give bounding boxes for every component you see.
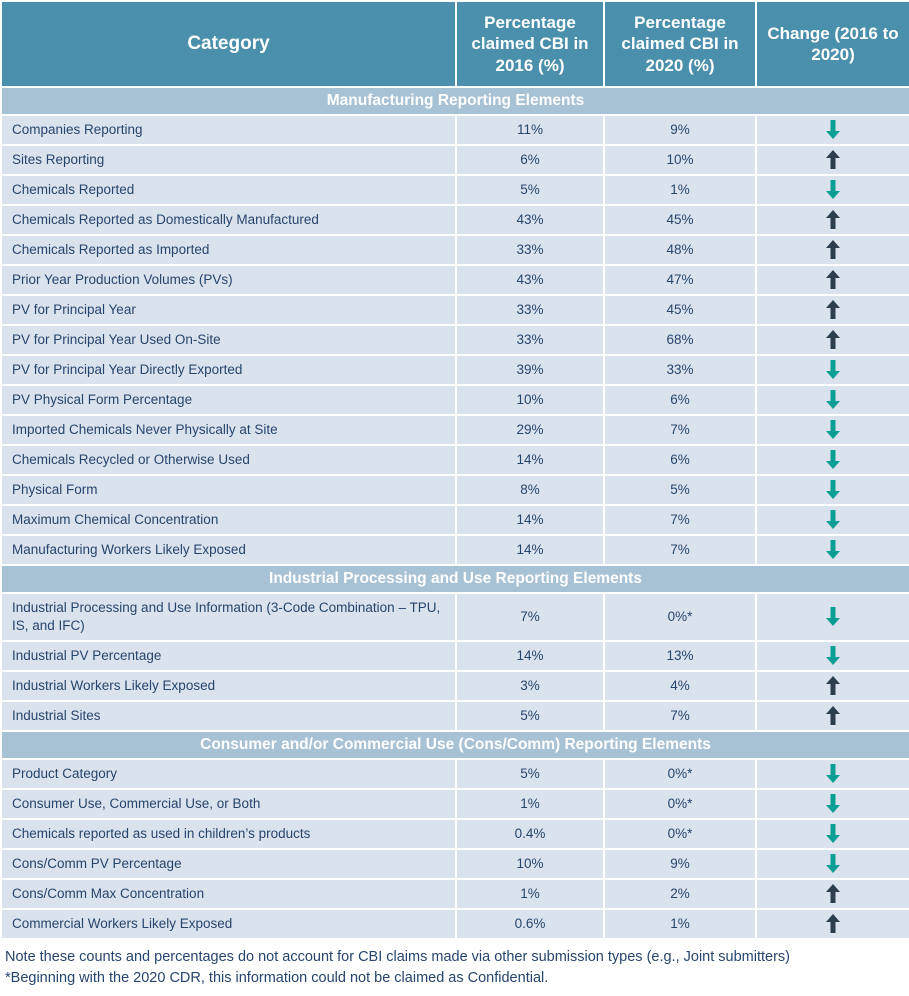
category-cell: Industrial Processing and Use Information (3-Code Combination – TPU, IS, and IFC) — [1, 593, 456, 641]
table-row — [1, 235, 909, 265]
pct-2016-cell: 29% — [456, 415, 604, 445]
pct-2020-cell: 1% — [604, 175, 756, 205]
category-cell: PV Physical Form Percentage — [1, 385, 456, 415]
col-header-category: Category — [1, 1, 456, 87]
section-header-manufacturing — [1, 87, 909, 115]
section-manufacturing — [1, 87, 909, 565]
change-cell — [756, 641, 909, 671]
change-cell — [756, 819, 909, 849]
pct-2016-cell: 33% — [456, 295, 604, 325]
pct-2020-cell: 0%* — [604, 819, 756, 849]
pct-2016-cell: 6% — [456, 145, 604, 175]
footnote-asterisk: *Beginning with the 2020 CDR, this information could not be claimed as Confidential. — [5, 969, 549, 986]
category-cell: Maximum Chemical Concentration — [1, 505, 456, 535]
table-row — [1, 355, 909, 385]
category-cell: Chemicals Recycled or Otherwise Used — [1, 445, 456, 475]
pct-2020-cell: 45% — [604, 295, 756, 325]
table-row — [1, 879, 909, 909]
table-row — [1, 115, 909, 145]
table-row — [1, 593, 909, 641]
pct-2020-cell: 6% — [604, 385, 756, 415]
category-cell: Cons/Comm PV Percentage — [1, 849, 456, 879]
col-header-pct-2020: Percentage claimed CBI in 2020 (%) — [604, 1, 756, 87]
pct-2020-cell: 33% — [604, 355, 756, 385]
pct-2016-cell: 11% — [456, 115, 604, 145]
table-row — [1, 641, 909, 671]
table-row — [1, 265, 909, 295]
up-arrow-icon — [826, 914, 840, 933]
table-row — [1, 505, 909, 535]
section-title: Manufacturing Reporting Elements — [1, 87, 909, 115]
footnote-submission-types: Note these counts and percentages do not account for CBI claims made via other submission types (e.g., Joint submitters) — [5, 948, 791, 965]
table-row — [1, 295, 909, 325]
table-row — [1, 445, 909, 475]
table-row — [1, 759, 909, 789]
change-cell — [756, 909, 909, 939]
pct-2020-cell: 45% — [604, 205, 756, 235]
down-arrow-icon — [826, 450, 840, 469]
up-arrow-icon — [826, 270, 840, 289]
up-arrow-icon — [826, 150, 840, 169]
down-arrow-icon — [826, 764, 840, 783]
footnotes — [0, 940, 909, 989]
pct-2020-cell: 7% — [604, 505, 756, 535]
pct-2020-cell: 10% — [604, 145, 756, 175]
category-cell: Chemicals Reported as Domestically Manufactured — [1, 205, 456, 235]
pct-2020-cell: 2% — [604, 879, 756, 909]
pct-2016-cell: 14% — [456, 505, 604, 535]
change-cell — [756, 759, 909, 789]
down-arrow-icon — [826, 646, 840, 665]
down-arrow-icon — [826, 180, 840, 199]
pct-2016-cell: 3% — [456, 671, 604, 701]
pct-2016-cell: 1% — [456, 879, 604, 909]
table-row — [1, 415, 909, 445]
pct-2020-cell: 0%* — [604, 789, 756, 819]
down-arrow-icon — [826, 390, 840, 409]
up-arrow-icon — [826, 676, 840, 695]
change-cell — [756, 505, 909, 535]
table-row — [1, 819, 909, 849]
change-cell — [756, 385, 909, 415]
down-arrow-icon — [826, 540, 840, 559]
section-header-consumer-commercial — [1, 731, 909, 759]
category-cell: Prior Year Production Volumes (PVs) — [1, 265, 456, 295]
section-title: Industrial Processing and Use Reporting Elements — [1, 565, 909, 593]
pct-2020-cell: 6% — [604, 445, 756, 475]
change-cell — [756, 145, 909, 175]
change-cell — [756, 175, 909, 205]
pct-2016-cell: 43% — [456, 205, 604, 235]
section-title: Consumer and/or Commercial Use (Cons/Comm) Reporting Elements — [1, 731, 909, 759]
pct-2016-cell: 7% — [456, 593, 604, 641]
change-cell — [756, 205, 909, 235]
down-arrow-icon — [826, 607, 840, 626]
down-arrow-icon — [826, 854, 840, 873]
up-arrow-icon — [826, 240, 840, 259]
section-consumer-commercial — [1, 731, 909, 939]
col-header-pct-2016: Percentage claimed CBI in 2016 (%) — [456, 1, 604, 87]
table-row — [1, 205, 909, 235]
change-cell — [756, 475, 909, 505]
category-cell: Industrial Sites — [1, 701, 456, 731]
pct-2020-cell: 7% — [604, 535, 756, 565]
pct-2016-cell: 5% — [456, 759, 604, 789]
down-arrow-icon — [826, 794, 840, 813]
pct-2016-cell: 8% — [456, 475, 604, 505]
category-cell: Chemicals Reported — [1, 175, 456, 205]
category-cell: Product Category — [1, 759, 456, 789]
pct-2020-cell: 47% — [604, 265, 756, 295]
pct-2020-cell: 48% — [604, 235, 756, 265]
change-cell — [756, 849, 909, 879]
category-cell: Industrial PV Percentage — [1, 641, 456, 671]
table-row — [1, 789, 909, 819]
pct-2020-cell: 4% — [604, 671, 756, 701]
table-row — [1, 325, 909, 355]
change-cell — [756, 593, 909, 641]
change-cell — [756, 235, 909, 265]
pct-2020-cell: 0%* — [604, 593, 756, 641]
pct-2016-cell: 14% — [456, 445, 604, 475]
down-arrow-icon — [826, 510, 840, 529]
category-cell: Consumer Use, Commercial Use, or Both — [1, 789, 456, 819]
table-row — [1, 671, 909, 701]
table-row — [1, 385, 909, 415]
up-arrow-icon — [826, 706, 840, 725]
category-cell: Industrial Workers Likely Exposed — [1, 671, 456, 701]
pct-2020-cell: 13% — [604, 641, 756, 671]
table-row — [1, 535, 909, 565]
up-arrow-icon — [826, 210, 840, 229]
pct-2016-cell: 14% — [456, 535, 604, 565]
change-cell — [756, 789, 909, 819]
change-cell — [756, 115, 909, 145]
change-cell — [756, 701, 909, 731]
header-row — [1, 1, 909, 87]
change-cell — [756, 535, 909, 565]
table-row — [1, 175, 909, 205]
down-arrow-icon — [826, 824, 840, 843]
table-row — [1, 475, 909, 505]
category-cell: Manufacturing Workers Likely Exposed — [1, 535, 456, 565]
pct-2016-cell: 1% — [456, 789, 604, 819]
category-cell: Physical Form — [1, 475, 456, 505]
pct-2016-cell: 39% — [456, 355, 604, 385]
pct-2020-cell: 68% — [604, 325, 756, 355]
pct-2016-cell: 14% — [456, 641, 604, 671]
section-header-industrial — [1, 565, 909, 593]
pct-2020-cell: 5% — [604, 475, 756, 505]
down-arrow-icon — [826, 120, 840, 139]
change-cell — [756, 295, 909, 325]
pct-2016-cell: 33% — [456, 325, 604, 355]
change-cell — [756, 445, 909, 475]
category-cell: Sites Reporting — [1, 145, 456, 175]
down-arrow-icon — [826, 480, 840, 499]
change-cell — [756, 355, 909, 385]
up-arrow-icon — [826, 884, 840, 903]
section-industrial — [1, 565, 909, 731]
table-row — [1, 909, 909, 939]
change-cell — [756, 325, 909, 355]
change-cell — [756, 415, 909, 445]
pct-2016-cell: 0.4% — [456, 819, 604, 849]
category-cell: Commercial Workers Likely Exposed — [1, 909, 456, 939]
pct-2020-cell: 1% — [604, 909, 756, 939]
change-cell — [756, 265, 909, 295]
down-arrow-icon — [826, 420, 840, 439]
col-header-change: Change (2016 to 2020) — [756, 1, 909, 87]
category-cell: Chemicals reported as used in children’s products — [1, 819, 456, 849]
up-arrow-icon — [826, 300, 840, 319]
pct-2016-cell: 10% — [456, 385, 604, 415]
table-row — [1, 849, 909, 879]
category-cell: Companies Reporting — [1, 115, 456, 145]
category-cell: PV for Principal Year Used On-Site — [1, 325, 456, 355]
down-arrow-icon — [826, 360, 840, 379]
change-cell — [756, 671, 909, 701]
pct-2020-cell: 9% — [604, 115, 756, 145]
pct-2016-cell: 5% — [456, 175, 604, 205]
pct-2020-cell: 0%* — [604, 759, 756, 789]
up-arrow-icon — [826, 330, 840, 349]
table-row — [1, 145, 909, 175]
pct-2020-cell: 7% — [604, 415, 756, 445]
category-cell: Imported Chemicals Never Physically at Site — [1, 415, 456, 445]
pct-2016-cell: 33% — [456, 235, 604, 265]
pct-2016-cell: 10% — [456, 849, 604, 879]
pct-2020-cell: 7% — [604, 701, 756, 731]
pct-2020-cell: 9% — [604, 849, 756, 879]
change-cell — [756, 879, 909, 909]
table-row — [1, 701, 909, 731]
pct-2016-cell: 5% — [456, 701, 604, 731]
pct-2016-cell: 0.6% — [456, 909, 604, 939]
pct-2016-cell: 43% — [456, 265, 604, 295]
category-cell: Chemicals Reported as Imported — [1, 235, 456, 265]
category-cell: PV for Principal Year — [1, 295, 456, 325]
category-cell: PV for Principal Year Directly Exported — [1, 355, 456, 385]
category-cell: Cons/Comm Max Concentration — [1, 879, 456, 909]
